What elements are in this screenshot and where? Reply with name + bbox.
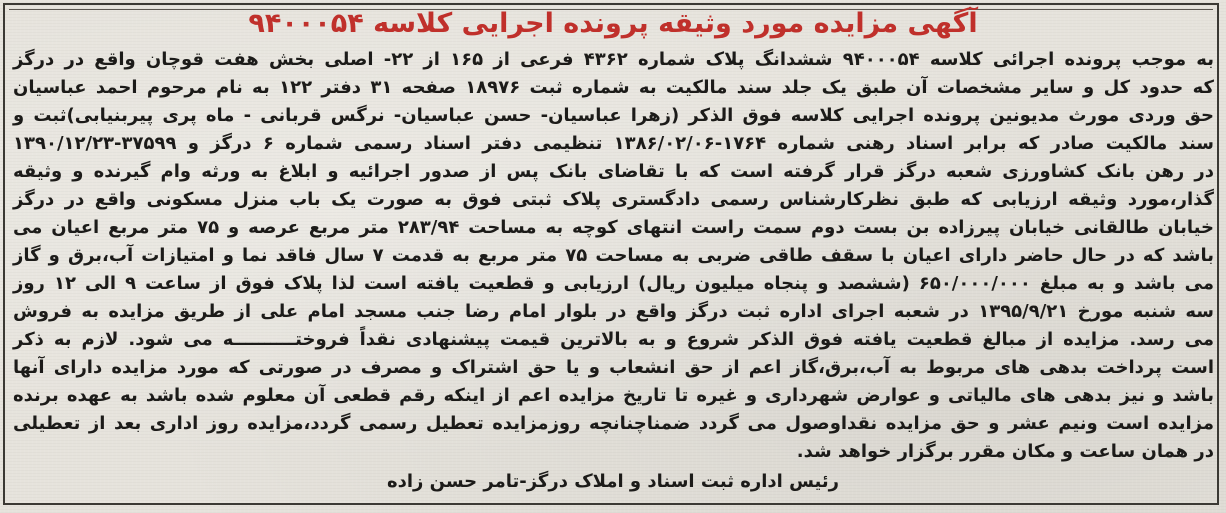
notice-line-text: در رهن بانک کشاورزی شعبه درگز قرار گرفته است که با تقاضای بانک پس از صدور اجرائیه و ابلاغ به ورثه وام گیرنده و وثیقه (13, 161, 1214, 182)
notice-line-text: در همان ساعت و مکان مقرر برگزار خواهد شد. (796, 441, 1214, 462)
notice-line-text: است پرداخت بدهی های مربوط به آب،برق،گاز اعم از حق انشعاب و یا حق اشتراک و مصرف در صورتی که مورد مزایده دارای آنها (13, 357, 1214, 378)
notice-line (12, 130, 1214, 158)
notice-body (12, 46, 1214, 466)
notice-line (12, 298, 1214, 326)
notice-line (12, 326, 1214, 354)
notice-line (12, 382, 1214, 410)
notice-line-text: باشد که در حال حاضر دارای اعیان با سقف طاقی ضربی به مساحت ۷۵ متر مربع به قدمت ۷ سال فاقد نما و امتیازات آب،برق و گاز (13, 245, 1214, 266)
notice-line (12, 242, 1214, 270)
notice-line-text: سند مالکیت صادر که برابر اسناد رهنی شماره ۱۷۶۴-۱۳۸۶/۰۲/۰۶ تنظیمی دفتر اسناد رسمی شماره ۶ درگز و ۳۷۵۹۹-۱۳۹۰/۱۲/۲۳ (13, 133, 1214, 154)
notice-line (12, 74, 1214, 102)
notice-line (12, 186, 1214, 214)
notice-line (12, 354, 1214, 382)
notice-line (12, 270, 1214, 298)
notice-line (12, 214, 1214, 242)
notice-line-last (12, 438, 1214, 466)
notice-line-text: که حدود کل و سایر مشخصات آن طبق یک جلد سند مالکیت به شماره ثبت ۱۸۹۷۶ صفحه ۳۱ دفتر ۱۲۲ به نام مرحوم احمد عباسیان (13, 77, 1214, 98)
notice-title: آگهی مزایده مورد وثیقه پرونده اجرایی کلاسه ۹۴۰۰۰۵۴ (248, 8, 978, 39)
notice-line (12, 410, 1214, 438)
notice-line-text: می باشد و به مبلغ ۶۵۰/۰۰۰/۰۰۰ (ششصد و پنجاه میلیون ریال) ارزیابی و قطعیت یافته است لذا پلاک فوق از ساعت ۹ الی ۱۲ روز (13, 273, 1214, 294)
notice-line-text: می رسد. مزایده از مبالغ قطعیت یافته فوق الذکر شروع و به بالاترین قیمت پیشنهادی نقداً فروختــــــــــه می شود. لازم به ذکر (13, 329, 1214, 350)
notice-line-text: خیابان طالقانی خیابان پیرزاده بن بست دوم سمت راست انتهای کوچه به مساحت ۲۸۳/۹۴ متر مربع عرصه و ۷۵ متر مربع اعیان می (13, 217, 1214, 238)
notice-line (12, 158, 1214, 186)
notice-line-text: گذار،مورد وثیقه ارزیابی که طبق نظرکارشناس رسمی دادگستری پلاک ثبتی فوق به صورت یک باب منزل مسکونی واقع در درگز (13, 189, 1214, 210)
notice-line-text: باشد و نیز بدهی های مالیاتی و عوارض شهرداری و غیره تا تاریخ مزایده اعم از اینکه رقم قطعی آن معلوم شده باشد به عهده برنده (13, 385, 1214, 406)
notice-line (12, 102, 1214, 130)
notice-line-text: به موجب پرونده اجرائی کلاسه ۹۴۰۰۰۵۴ ششدانگ پلاک شماره ۴۳۶۲ فرعی از ۱۶۵ از ۲۲- اصلی بخش هفت قوچان واقع در درگز (12, 49, 1214, 70)
notice-line (12, 46, 1214, 74)
notice-line-text: مزایده است ونیم عشر و حق مزایده نقداوصول می گردد ضمناچنانچه روزمزایده تعطیل رسمی گردد،مزایده روز اداری بعد از تعطیلی (13, 413, 1214, 434)
notice-line-text: سه شنبه مورخ ۱۳۹۵/۹/۲۱ در شعبه اجرای اداره ثبت درگز واقع در بلوار امام رضا جنب مسجد امام علی از طریق مزایده به فروش (13, 301, 1214, 322)
notice-line-text: حق وردی مورث مدیونین پرونده اجرایی کلاسه فوق الذکر (زهرا عباسیان- حسن عباسیان- نرگس قربانی - ماه پری پیربنیابی)ثبت و (13, 105, 1214, 126)
notice-signature: رئیس اداره ثبت اسناد و املاک درگز-تامر حسن زاده (386, 471, 840, 492)
